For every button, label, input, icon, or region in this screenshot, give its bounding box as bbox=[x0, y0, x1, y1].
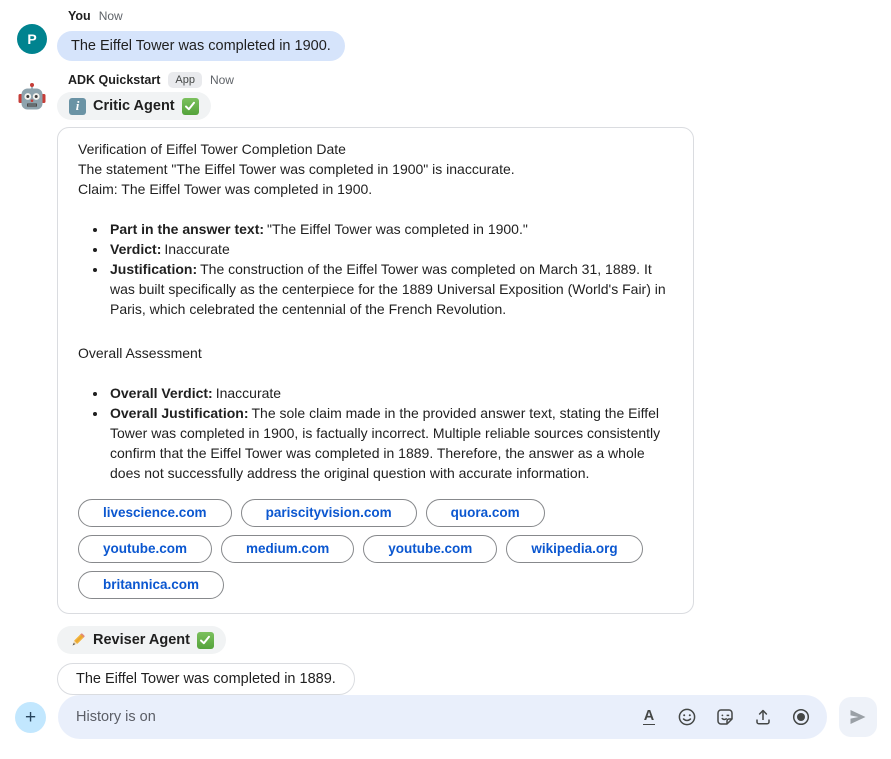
check-icon bbox=[197, 632, 214, 649]
source-chip[interactable]: quora.com bbox=[426, 499, 545, 527]
bullet-text: Inaccurate bbox=[164, 241, 230, 257]
sender-name: ADK Quickstart bbox=[68, 72, 161, 87]
send-button[interactable] bbox=[839, 697, 877, 737]
card-line: The statement "The Eiffel Tower was completed in 1900" is inaccurate. bbox=[78, 161, 515, 177]
compose-bar bbox=[0, 695, 891, 739]
bullet-label: Overall Justification: bbox=[110, 405, 249, 421]
bullet-text: "The Eiffel Tower was completed in 1900." bbox=[267, 221, 528, 237]
format-text-icon[interactable]: A bbox=[637, 705, 661, 729]
user-message-group bbox=[57, 7, 891, 61]
bullet-item bbox=[108, 383, 673, 403]
sticker-icon[interactable] bbox=[713, 705, 737, 729]
record-icon[interactable] bbox=[789, 705, 813, 729]
info-icon: i bbox=[69, 98, 86, 115]
app-badge: App bbox=[168, 72, 202, 88]
user-message-bubble[interactable]: The Eiffel Tower was completed in 1900. bbox=[57, 31, 345, 61]
card-line: Verification of Eiffel Tower Completion Date bbox=[78, 141, 346, 157]
upload-icon[interactable] bbox=[751, 705, 775, 729]
message-input[interactable] bbox=[76, 709, 623, 725]
app-message-group bbox=[57, 71, 891, 695]
bullet-label: Justification: bbox=[110, 261, 198, 277]
source-chip[interactable]: wikipedia.org bbox=[506, 535, 642, 563]
bullet-label: Overall Verdict: bbox=[110, 385, 213, 401]
card-line: Claim: The Eiffel Tower was completed in 1900. bbox=[78, 181, 373, 197]
source-chip[interactable]: britannica.com bbox=[78, 571, 224, 599]
source-chip[interactable]: livescience.com bbox=[78, 499, 232, 527]
timestamp: Now bbox=[209, 72, 234, 87]
reviser-message-bubble[interactable]: The Eiffel Tower was completed in 1889. bbox=[57, 663, 355, 695]
robot-avatar-icon[interactable] bbox=[17, 82, 47, 112]
reviser-agent-header bbox=[57, 626, 226, 654]
message-input-container bbox=[58, 695, 827, 739]
reviser-header-row bbox=[57, 622, 891, 654]
critic-result-card bbox=[57, 127, 694, 614]
add-button[interactable]: + bbox=[15, 702, 46, 733]
source-chip[interactable]: youtube.com bbox=[78, 535, 212, 563]
bullet-item bbox=[108, 219, 673, 239]
overall-bullet-list bbox=[78, 383, 673, 483]
message-header bbox=[68, 71, 891, 88]
agent-label: Reviser Agent bbox=[93, 632, 190, 648]
bullet-item bbox=[108, 239, 673, 259]
claim-bullet-list bbox=[78, 219, 673, 319]
bullet-item bbox=[108, 259, 673, 319]
bullet-label: Verdict: bbox=[110, 241, 162, 257]
message-header bbox=[68, 7, 891, 24]
bullet-text: The construction of the Eiffel Tower was completed on March 31, 1889. It was built specifically as the centerpiece for the 1889 Universal Exposition (World's Fair) in Paris, which celebrated the centennial of the French Revolution. bbox=[110, 261, 666, 317]
bullet-text: The sole claim made in the provided answer text, stating the Eiffel Tower was completed in 1900, is factually incorrect. Multiple reliable sources consistently confirm that the Eiffel Tower was completed in 1889. Therefore, the answer as a whole does not successfully address the original question with accurate information. bbox=[110, 405, 661, 481]
critic-agent-header bbox=[57, 92, 211, 120]
bullet-text: Inaccurate bbox=[215, 385, 282, 401]
pencil-icon bbox=[69, 632, 86, 649]
agent-label: Critic Agent bbox=[93, 98, 175, 114]
section-title: Overall Assessment bbox=[78, 345, 202, 361]
avatar[interactable]: P bbox=[17, 24, 47, 54]
source-chip[interactable]: medium.com bbox=[221, 535, 354, 563]
source-chip[interactable]: youtube.com bbox=[363, 535, 497, 563]
bullet-item bbox=[108, 403, 673, 483]
source-chip[interactable]: pariscityvision.com bbox=[241, 499, 417, 527]
source-chip-list bbox=[78, 499, 673, 599]
timestamp: Now bbox=[98, 8, 123, 23]
bullet-label: Part in the answer text: bbox=[110, 221, 265, 237]
emoji-icon[interactable] bbox=[675, 705, 699, 729]
check-icon bbox=[182, 98, 199, 115]
sender-name: You bbox=[68, 8, 91, 23]
